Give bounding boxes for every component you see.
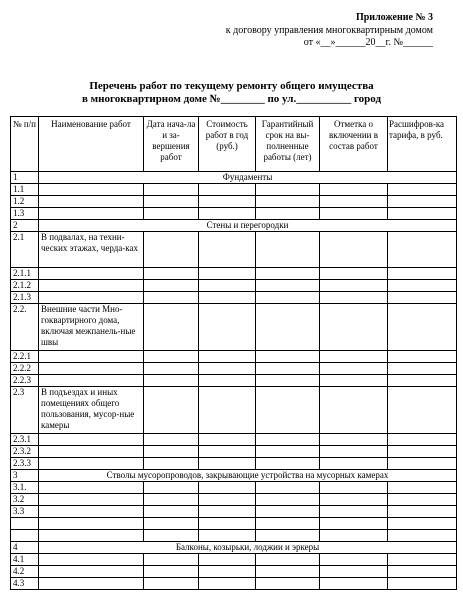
appendix-title: Приложение № 3 [355,12,433,23]
works-table [10,116,457,590]
row-number: 1 [11,172,39,184]
row-number: 4 [11,542,39,554]
section-row [11,220,457,232]
row-number: 2.2.3 [11,375,39,387]
row-number: 2.2.2 [11,363,39,375]
table-header-row [11,117,457,172]
table-row [11,387,457,434]
row-number: 1.2 [11,196,39,208]
document-title-line-2: в многоквартирном доме №________ по ул.__________ город [81,93,382,105]
column-header-cost: Стоимость работ в год (руб.) [199,117,256,172]
table-row [11,518,457,530]
table-row [11,363,457,375]
work-name: В подвалах, на техни-ческих этажах, черда-ках [39,232,144,268]
table-row [11,292,457,304]
table-row [11,434,457,446]
row-number: 2.2.1 [11,351,39,363]
row-number: 2.3.1 [11,434,39,446]
section-title: Фундаменты [39,172,457,184]
column-header-tariff: Расшифров-ка тарифа, в руб. [388,117,457,172]
row-number: 2.3.2 [11,446,39,458]
table-row [11,304,457,351]
section-row [11,172,457,184]
section-title: Стены и перегородки [39,220,457,232]
table-row [11,196,457,208]
table-row [11,184,457,196]
appendix-line-1: к договору управления многоквартирным домом [225,24,433,36]
section-title: Балконы, козырьки, лоджии и эркеры [39,542,457,554]
appendix-header [133,12,433,50]
section-row [11,470,457,482]
row-number: 1.1 [11,184,39,196]
row-number: 3 [11,470,39,482]
table-row [11,268,457,280]
table-row [11,232,457,268]
row-number: 2.1.3 [11,292,39,304]
row-number: 4.1 [11,554,39,566]
column-header-warranty: Гарантийный срок на вы-полненные работы (лет) [256,117,320,172]
work-name: В подъездах и иных помещениях общего пользования, мусор-ные камеры [39,387,144,434]
appendix-line-2: от «__»______20__г. №______ [303,37,433,48]
table-row [11,506,457,518]
row-number: 3.1. [11,482,39,494]
document-title [0,80,463,106]
row-number: 2.3.3 [11,458,39,470]
work-name: Внешние части Мно-гоквартирного дома, включая межпанель-ные швы [39,304,144,351]
row-number: 2 [11,220,39,232]
table-row [11,482,457,494]
table-row [11,458,457,470]
table-row [11,208,457,220]
row-number: 2.1.2 [11,280,39,292]
table-row [11,566,457,578]
table-row [11,554,457,566]
document-title-line-1: Перечень работ по текущему ремонту общего имущества [89,80,374,92]
row-number: 1.3 [11,208,39,220]
row-number: 3.2 [11,494,39,506]
row-number: 2.2. [11,304,39,351]
table-row [11,446,457,458]
row-number: 4.3 [11,578,39,590]
row-number: 3.3 [11,506,39,518]
table-row [11,375,457,387]
column-header-work-name: Наименование работ [39,117,144,172]
section-title: Стволы мусоропроводов, закрывающие устройства на мусорных камерах [39,470,457,482]
table-row [11,494,457,506]
column-header-dates: Дата нача-ла и за-вершения работ [144,117,199,172]
section-row [11,542,457,554]
column-header-inclusion-mark: Отметка о включении в состав работ [320,117,388,172]
row-number: 2.1 [11,232,39,268]
row-number: 2.1.1 [11,268,39,280]
table-row [11,530,457,542]
table-row [11,351,457,363]
table-row [11,578,457,590]
table-row [11,280,457,292]
row-number: 2.3 [11,387,39,434]
row-number: 4.2 [11,566,39,578]
column-header-number: № п/п [11,117,39,172]
